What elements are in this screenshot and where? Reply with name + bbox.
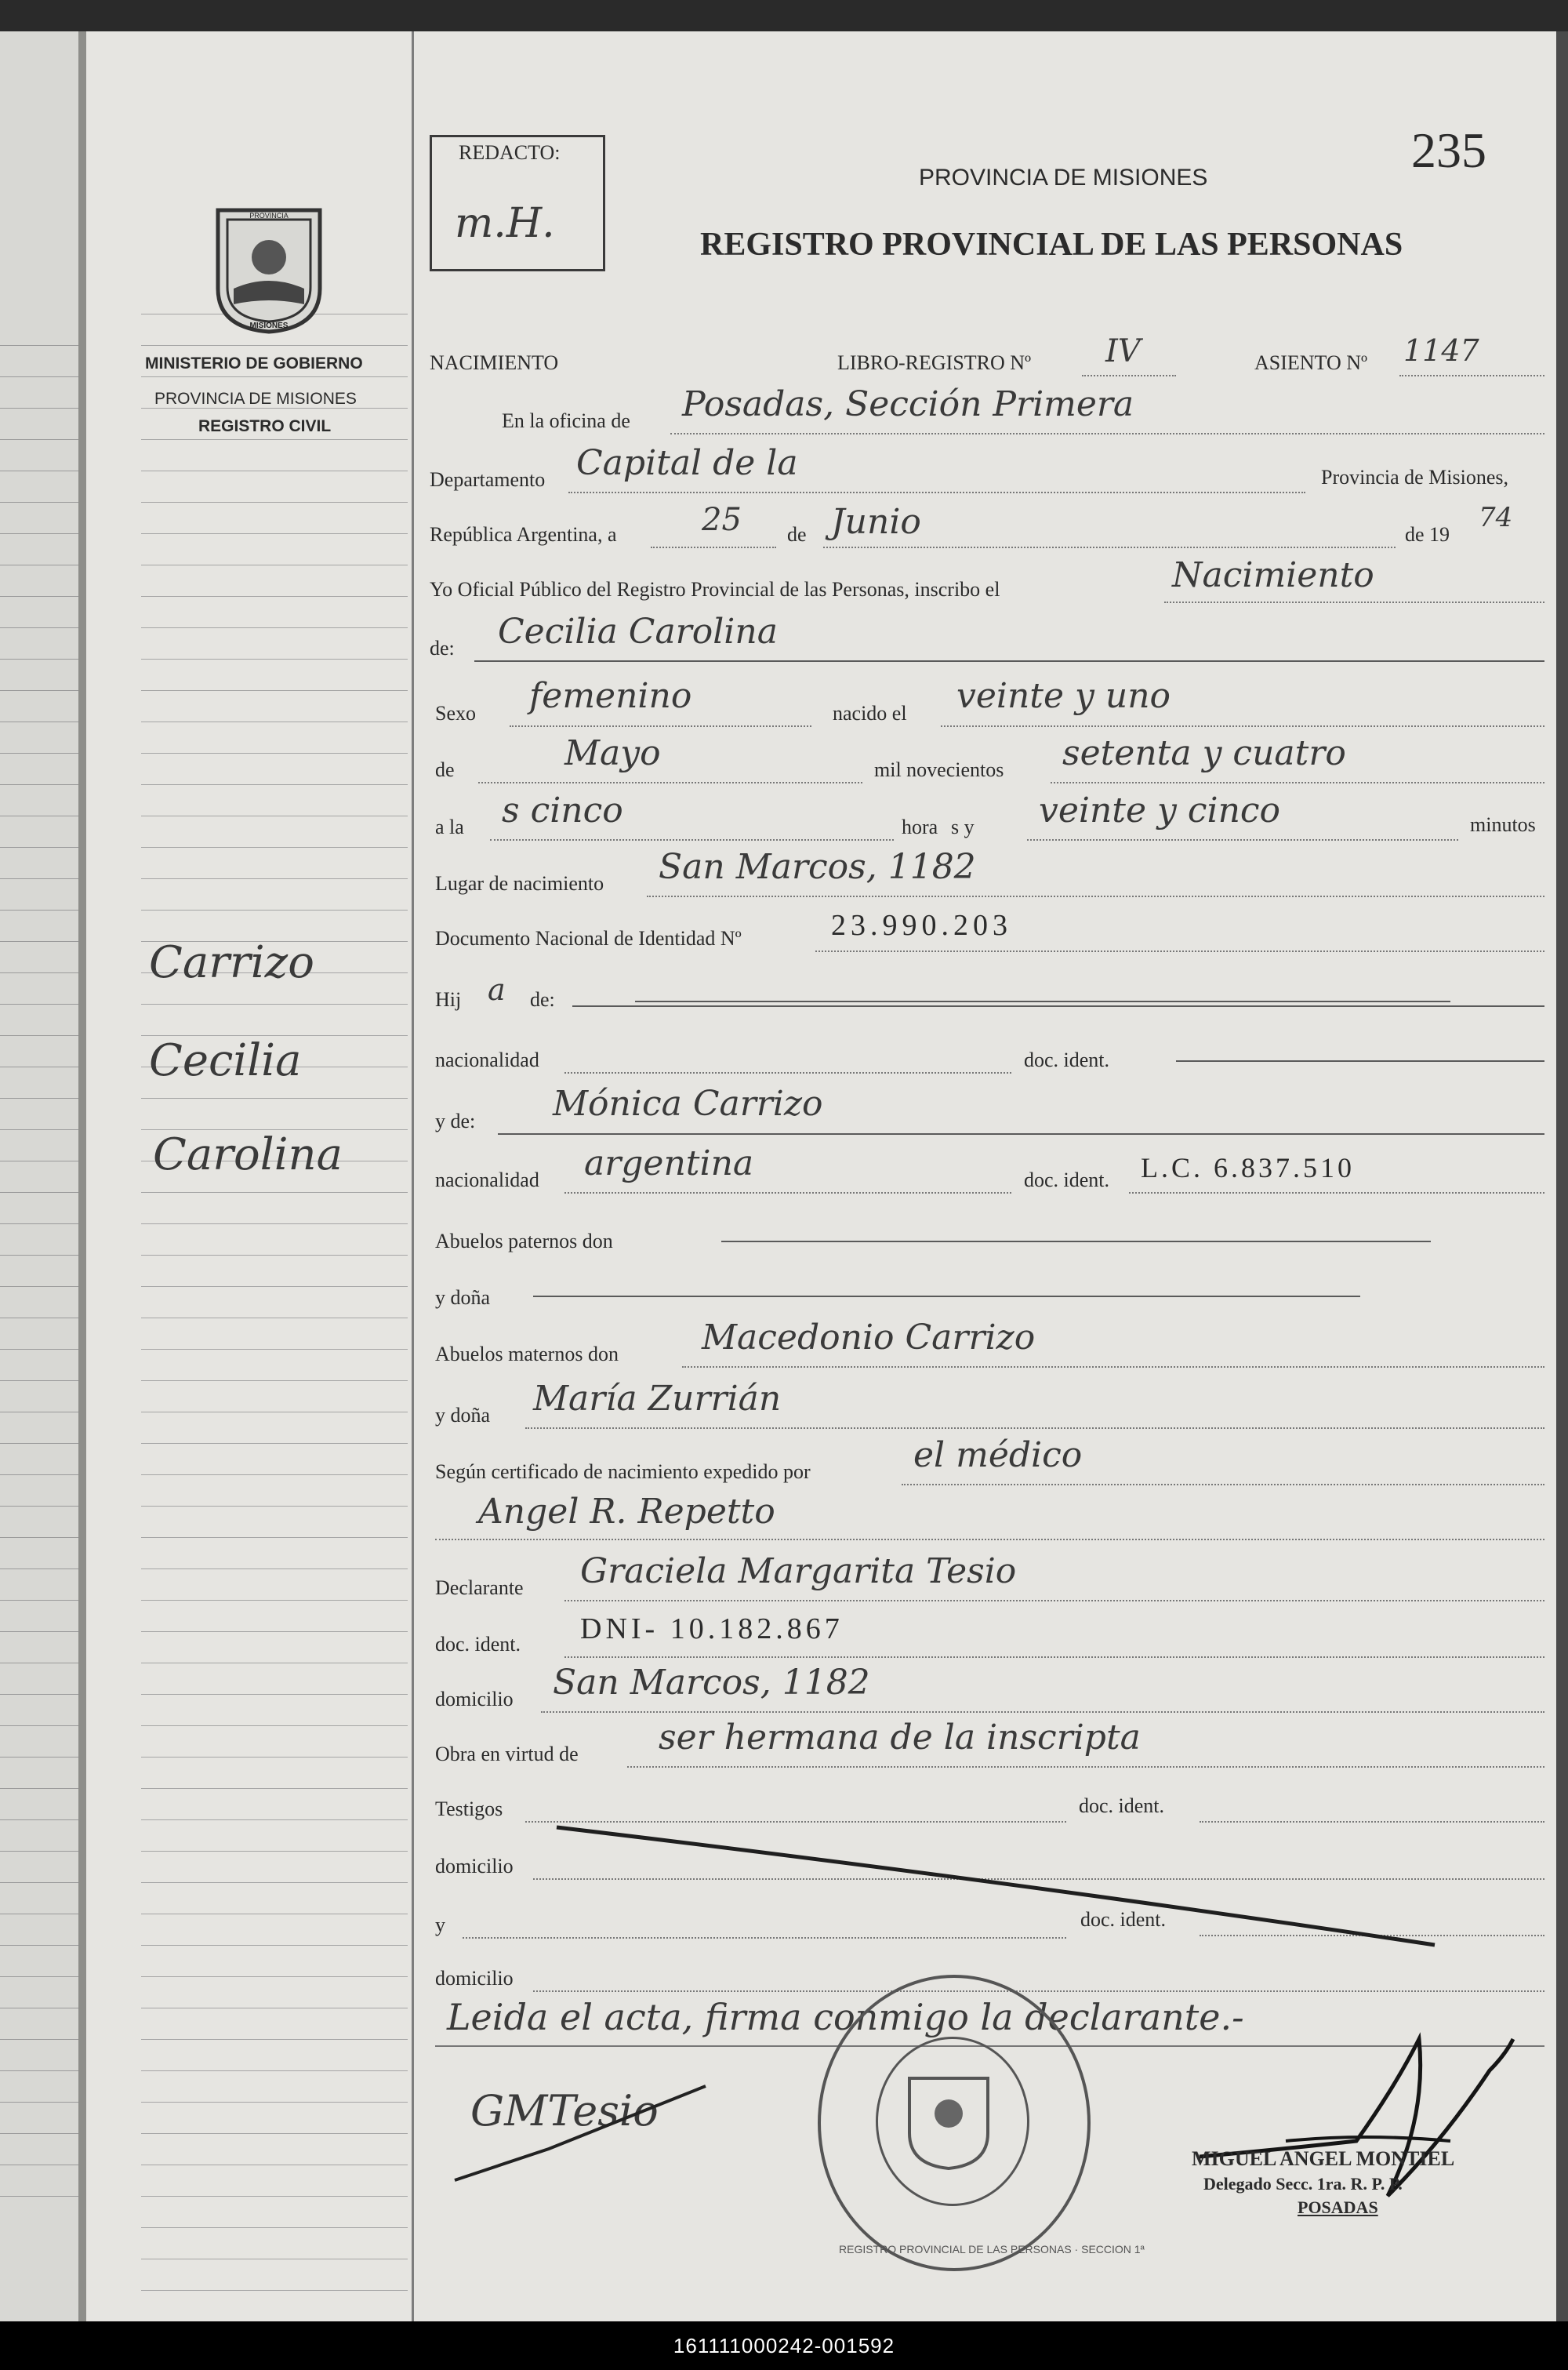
medico-value: Angel R. Repetto xyxy=(478,1492,775,1532)
departamento-line xyxy=(568,492,1305,493)
stub-second-name: Carolina xyxy=(153,1129,343,1180)
dom-t2-line xyxy=(533,1990,1544,1992)
docdecl-line xyxy=(564,1656,1544,1658)
hijo-line xyxy=(572,1005,1544,1007)
de-mes-label: de xyxy=(435,758,455,781)
lugar-line xyxy=(647,896,1544,897)
declarant-signature: GMTesio xyxy=(470,2086,659,2136)
redacto-initials: m.H. xyxy=(455,200,555,247)
hora-value: s cinco xyxy=(502,791,623,831)
record-type: NACIMIENTO xyxy=(430,351,559,374)
dom-t1-label: domicilio xyxy=(435,1855,514,1877)
obra-value: ser hermana de la inscripta xyxy=(659,1718,1141,1758)
lugar-label: Lugar de nacimiento xyxy=(435,872,604,895)
inscribo-value: Nacimiento xyxy=(1172,555,1374,595)
minutos-value: veinte y cinco xyxy=(1039,791,1281,831)
official-title: Delegado Secc. 1ra. R. P. P. xyxy=(1203,2174,1403,2194)
abuelos-pat-label: Abuelos paternos don xyxy=(435,1230,613,1252)
stub-registry: REGISTRO CIVIL xyxy=(198,417,332,435)
ydona2-label: y doña xyxy=(435,1404,491,1427)
hijo-strike xyxy=(635,1001,1450,1002)
nacido-mes-line xyxy=(478,782,862,783)
libro-value: IV xyxy=(1105,333,1141,369)
nac1-label: nacionalidad xyxy=(435,1049,539,1071)
doc2-line xyxy=(1129,1192,1544,1194)
doc2-value: L.C. 6.837.510 xyxy=(1141,1152,1356,1183)
y-t2-label: y xyxy=(435,1914,445,1936)
asiento-label: ASIENTO Nº xyxy=(1254,351,1368,374)
hijo-suffix: a xyxy=(488,972,506,1007)
domicilio-line xyxy=(541,1711,1544,1713)
de-nombre-label: de: xyxy=(430,637,455,660)
declarant-signature-flourish xyxy=(439,2070,721,2188)
oficina-value: Posadas, Sección Primera xyxy=(682,384,1134,424)
mes-line xyxy=(823,547,1396,548)
dia-value: 25 xyxy=(702,502,742,538)
province-title: PROVINCIA DE MISIONES xyxy=(919,165,1208,191)
asiento-value: 1147 xyxy=(1403,333,1479,368)
mes-value: Junio xyxy=(831,502,921,542)
sexo-line xyxy=(510,725,811,727)
official-place: POSADAS xyxy=(1298,2197,1378,2217)
abuelo-mat-value: Macedonio Carrizo xyxy=(702,1318,1036,1358)
nacido-mes-value: Mayo xyxy=(564,733,661,773)
stub-ministry: MINISTERIO DE GOBIERNO xyxy=(145,354,363,373)
testigos-label: Testigos xyxy=(435,1797,503,1820)
declarante-label: Declarante xyxy=(435,1576,524,1599)
horas-label: hora xyxy=(902,816,938,838)
nacido-dia-line xyxy=(941,725,1544,727)
nacido-label: nacido el xyxy=(833,702,907,725)
nac2-line xyxy=(564,1192,1011,1194)
inscribo-line xyxy=(1164,602,1544,603)
nac2-value: argentina xyxy=(584,1143,754,1183)
closing-statement: Leida el acta, firma conmigo la declarante.- xyxy=(447,1996,1244,2038)
abuelos-pat-strike xyxy=(721,1241,1431,1242)
nac2-label: nacionalidad xyxy=(435,1169,539,1191)
segun-label: Según certificado de nacimiento expedido por xyxy=(435,1460,811,1483)
dni-label: Documento Nacional de Identidad Nº xyxy=(435,927,742,950)
abuelos-mat-label: Abuelos maternos don xyxy=(435,1343,619,1365)
domicilio-label: domicilio xyxy=(435,1688,514,1710)
witness-strike-mark xyxy=(549,1804,1490,1961)
minutos-line xyxy=(1027,839,1458,841)
obra-label: Obra en virtud de xyxy=(435,1743,579,1765)
docdecl-label: doc. ident. xyxy=(435,1633,521,1656)
scan-id-footer: 161111000242-001592 xyxy=(0,2321,1568,2370)
stub-border xyxy=(412,31,414,2321)
domicilio-value: San Marcos, 1182 xyxy=(553,1663,870,1703)
obra-line xyxy=(627,1766,1544,1768)
doc-t2-label: doc. ident. xyxy=(1080,1908,1167,1931)
stub-province: PROVINCIA DE MISIONES xyxy=(154,390,357,408)
asiento-line xyxy=(1399,375,1544,376)
nombre-value: Cecilia Carolina xyxy=(498,612,778,652)
nombre-line xyxy=(474,660,1544,662)
mil-label: mil novecientos xyxy=(874,758,1004,781)
page-number: 235 xyxy=(1411,122,1486,178)
segun-value: el médico xyxy=(913,1435,1083,1475)
dom-t2-label: domicilio xyxy=(435,1967,514,1990)
doc1-label: doc. ident. xyxy=(1024,1049,1110,1071)
misiones-emblem-icon xyxy=(210,202,328,336)
hijo-label: Hij xyxy=(435,988,462,1011)
minutos-label: minutos xyxy=(1470,813,1536,836)
doc1-strike xyxy=(1176,1060,1544,1062)
stub-first-name: Cecilia xyxy=(149,1035,302,1086)
hora-line xyxy=(490,839,894,841)
abuela-mat-line xyxy=(525,1427,1544,1429)
official-name: MIGUEL ANGEL MONTIEL xyxy=(1192,2147,1455,2170)
ydona1-strike xyxy=(533,1296,1360,1297)
dni-value: 23.990.203 xyxy=(831,909,1012,942)
libro-line xyxy=(1082,375,1176,376)
redacto-label: REDACTO: xyxy=(459,141,561,164)
stub-surname: Carrizo xyxy=(149,937,314,988)
binding-gutter xyxy=(78,31,86,2321)
hijo-de-label: de: xyxy=(530,988,555,1011)
nacido-dia-value: veinte y uno xyxy=(956,676,1171,716)
oficina-label: En la oficina de xyxy=(502,409,630,432)
svg-text:MISIONES: MISIONES xyxy=(249,322,289,330)
departamento-label: Departamento xyxy=(430,468,546,491)
sexo-label: Sexo xyxy=(435,702,476,725)
de-anio-label: de 19 xyxy=(1405,523,1450,546)
sexo-value: femenino xyxy=(529,676,692,716)
dni-line xyxy=(815,951,1544,952)
yde-label: y de: xyxy=(435,1110,476,1132)
ala-label: a la xyxy=(435,816,464,838)
oficina-line xyxy=(670,433,1544,434)
medico-line xyxy=(435,1539,1544,1540)
republica-label: República Argentina, a xyxy=(430,523,617,546)
declarante-line xyxy=(564,1600,1544,1601)
seal-emblem-icon xyxy=(902,2070,996,2172)
facing-page-edge xyxy=(0,31,78,2321)
abuelo-mat-line xyxy=(682,1366,1544,1368)
provincia-label: Provincia de Misiones, xyxy=(1321,466,1509,489)
mil-value: setenta y cuatro xyxy=(1062,733,1346,773)
anio-value: 74 xyxy=(1479,502,1513,533)
y-label: s y xyxy=(951,816,975,838)
docdecl-value: DNI- 10.182.867 xyxy=(580,1612,844,1645)
seal-text: REGISTRO PROVINCIAL DE LAS PERSONAS · SECCION 1ª xyxy=(839,2243,1145,2255)
nac1-line xyxy=(564,1072,1011,1074)
sheet-edge xyxy=(1556,31,1568,2321)
departamento-value: Capital de la xyxy=(576,443,798,483)
abuela-mat-value: María Zurrián xyxy=(533,1379,782,1419)
madre-value: Mónica Carrizo xyxy=(553,1084,823,1124)
madre-line xyxy=(498,1133,1544,1135)
dia-line xyxy=(651,547,776,548)
declarante-value: Graciela Margarita Tesio xyxy=(580,1551,1017,1591)
doc-t1-label: doc. ident. xyxy=(1079,1794,1165,1817)
lugar-value: San Marcos, 1182 xyxy=(659,847,976,887)
ydona1-label: y doña xyxy=(435,1286,491,1309)
segun-line xyxy=(902,1484,1544,1485)
libro-label: LIBRO-REGISTRO Nº xyxy=(837,351,1032,374)
de-label: de xyxy=(787,523,807,546)
registry-title: REGISTRO PROVINCIAL DE LAS PERSONAS xyxy=(700,227,1403,263)
svg-text:PROVINCIA: PROVINCIA xyxy=(249,212,289,220)
doc2-label: doc. ident. xyxy=(1024,1169,1110,1191)
oficial-text: Yo Oficial Público del Registro Provincial de las Personas, inscribo el xyxy=(430,578,1000,601)
mil-line xyxy=(1051,782,1544,783)
